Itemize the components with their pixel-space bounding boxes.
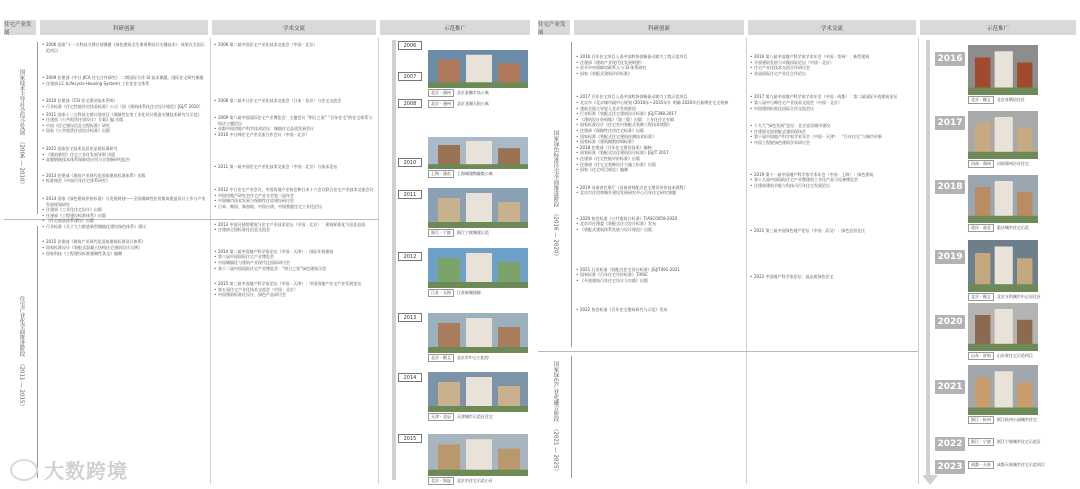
watermark-logo-icon [10, 459, 38, 481]
project-photo [968, 303, 1038, 351]
year-flag: 2019 [935, 250, 965, 264]
timeline-entry: • 国家《住宅项目规范》编制 [576, 167, 742, 173]
project-photo [968, 365, 1038, 415]
timeline-track [392, 40, 396, 480]
year-flag: 2016 [935, 52, 965, 66]
watermark [10, 455, 128, 484]
project-caption [428, 289, 481, 296]
timeline-entry: • 2015 第三届中国地产科学家论坛（中国 · 天津）：中国房地产住宅产业发展论坛 [214, 281, 374, 287]
watermark-text: 大数跨境 [44, 459, 128, 483]
timeline-entry: • 行业标准《住宅性能评定技术标准》公示（国《建筑体系化住宅设计规范》JGJ/T 2010） [42, 104, 206, 110]
timeline-entry: • 《建筑设计资料集》（第三版）出版：工业化住宅专辑 [576, 117, 742, 123]
timeline-entry: • 住建部《工业化住宅设计》出版 [42, 207, 206, 213]
timeline-entry: • 2014 第二届中国地产科学家论坛（中国 · 天津）：国际开放建筑 [214, 249, 374, 255]
project-caption [428, 89, 489, 96]
project-photo [428, 434, 528, 476]
timeline-entry: • 国家标准设计《住宅室内装配式装修工程技术规程》 [576, 122, 742, 128]
year-flag: 2023 [935, 460, 965, 474]
column-divider [210, 38, 211, 484]
project-location: 北京 · 通州 [428, 89, 454, 97]
project-photo [428, 137, 528, 169]
project-caption [968, 160, 1029, 167]
project-name: 北京金隅半岛公寓 [456, 89, 489, 95]
timeline-entry: • 住建部《住宅全装修设计与施工标准》出版 [576, 162, 742, 168]
project-location: 北京 · 顺义 [968, 293, 994, 301]
header-left-research: 科研创新 [40, 20, 208, 35]
year-flag: 2011 [398, 190, 422, 199]
timeline-entry: • 中国城镇化与建筑产业现代化国际研讨会 [214, 260, 374, 266]
project-photo [428, 248, 528, 288]
column-divider [378, 38, 379, 484]
stage-title: 国家技术主导社会综合发展 [18, 68, 25, 135]
timeline-entry: • 国家标准《装配式住宅建筑检测技术标准》 [576, 134, 742, 140]
right-research-column [576, 54, 742, 484]
timeline-entry: • 2019 第十一届中国地产科学家学术年会（中国 · 上海）：绿色建筑 [750, 172, 914, 178]
project-location: 重庆 · 渝北 [968, 224, 994, 232]
timeline-entry: • 2020 协会标准《公共建筑计标准》T/ASC0059-2020 [576, 216, 742, 222]
timeline-entry: • 2013 中国可持续建筑与住宅产业技术论坛（中国 · 北京）：建筑标准化与居住品质 [214, 222, 374, 228]
stage-years: （2016 — 2020） [552, 210, 559, 259]
timeline-entry: • 国家标准设计《装配式混凝土结构住宅建筑设计示例》 [42, 245, 206, 251]
timeline-entry: • 日本、韩国、新加坡、中国台湾，中国香港住宅工业化论坛 [214, 204, 374, 210]
timeline-entry: • 第五届住宅产业化技术交流会（中国 · 北京） [214, 287, 374, 293]
project-photo [968, 45, 1038, 95]
project-caption [968, 438, 1041, 445]
project-name: 山东省住宅示范项目 [996, 352, 1033, 358]
timeline-entry: • 国家《装配式建筑评价标准》 [576, 71, 742, 77]
project-name: 北京市中心公租房 [456, 354, 489, 360]
timeline-entry: • 2017 第九届中国地产科学家学术年会（中国 · 成都）：第二届国际开放建筑论坛 [750, 94, 914, 100]
year-flag: 2022 [935, 437, 965, 451]
year-flag: 2010 [398, 158, 422, 167]
header-right-stage: 住宅产业发展 [538, 20, 570, 35]
project-caption [428, 229, 489, 236]
timeline-entry: • 住建部《住宅性能评价标准》出版 [576, 156, 742, 162]
stage-years: （2006 — 2010） [18, 138, 25, 187]
project-photo [428, 372, 528, 412]
timeline-entry: • 2022 中国地产科学家论坛：高品质绿色住宅 [750, 274, 914, 280]
timeline-entry: • 2021 行业标准《装配式住宅设计标准》JGJ/T491-2021 [576, 267, 742, 273]
stage-bracket [37, 226, 38, 478]
timeline-entry: • 首开中央保障房联系人与 SI 体系研究 [576, 65, 742, 71]
timeline-entry: • 住建部《建筑产业现代化发展纲要》 [576, 60, 742, 66]
year-flag: 2015 [398, 434, 422, 443]
header-left-showcase: 示范推广 [380, 20, 530, 35]
timeline-entry: • 《住宅部品体系建设》出版 [42, 218, 206, 224]
timeline-entry: • 住建部建筑节能与科技司百年住宅发展论坛 [750, 183, 914, 189]
timeline-arrow-icon [922, 475, 938, 485]
year-flag: 2007 [398, 72, 422, 81]
timeline-entry: • 2006 第二届中国住宅产业化技术交流会（中国 · 北京） [214, 42, 374, 48]
timeline-entry: • 2019 河南省住建厅《河南省装配式住宅建设评价技术规程》 [576, 185, 742, 191]
project-name: 北京市住宅示范小区 [456, 477, 493, 483]
timeline-entry: • 第十九届中国国际住宅产业暨建筑工业化产品与设备博览会 [750, 177, 914, 183]
project-location: 北京 · 通州 [428, 100, 454, 108]
project-caption [428, 477, 493, 484]
timeline-entry: • 首届国际住宅产业化合作论坛 [750, 71, 914, 77]
timeline-entry: • 住建部全国装配式建筑现场会 [750, 129, 914, 135]
year-flag: 2008 [398, 99, 422, 108]
header-right-research: 科研创新 [574, 20, 744, 35]
project-caption [968, 224, 1029, 231]
project-caption [428, 413, 493, 420]
timeline-entry: • 住建部《保障性住房住宅标准》出版 [576, 128, 742, 134]
year-flag: 2017 [935, 116, 965, 130]
project-caption [428, 100, 489, 107]
stage-years: （2021 — 2025） [552, 425, 559, 474]
project-location: 浙江 · 杭州 [968, 416, 994, 424]
project-caption [968, 461, 1045, 468]
timeline-entry: • 第八届中国国际住宅产业博览会 [214, 254, 374, 260]
timeline-entry: • 行业标准《关于大力推进新型城镇化建设绿色体系》建议 [42, 224, 206, 230]
project-name: 北京龙湖天街公寓 [456, 100, 489, 106]
year-flag: 2012 [398, 252, 422, 261]
timeline-entry: • 国家标准《百年住宅评价标准》T/ASC [576, 272, 742, 278]
timeline-entry: • 国家科技《工程建设标准强制性条文》编制 [42, 251, 206, 257]
header-left-stage: 住宅产业发展 [4, 20, 36, 35]
timeline-entry: • 2012 中日住宅产业会议，中国房地产业协会和日本十六会议联合住宅产业技术交流会议 [214, 187, 374, 193]
column-divider [746, 38, 747, 484]
project-name: 浙江宁波城建示范 [456, 229, 489, 235]
project-location: 浙江 · 宁波 [428, 229, 454, 237]
stage-bracket [571, 42, 572, 347]
project-caption [968, 293, 1041, 300]
year-flag: 2006 [398, 41, 422, 50]
project-name: 北京首钢居住区 [996, 96, 1025, 102]
stage-label [540, 40, 570, 348]
stage-title: 国家绿色标准住宅全面推进阶段 [552, 129, 559, 207]
timeline-entry: • 2014 国家《绿色建筑评价标准》与发展规划——全国保障性住房集成建造设计工作与产业发展规划研究 [42, 196, 206, 207]
project-location: 浙江 · 宁波 [968, 438, 994, 446]
header-left-academic: 学术交流 [212, 20, 376, 35]
project-name: 河南郑州百年住宅 [996, 160, 1029, 166]
timeline-entry: • 2011 第一届中国住宅产业化技术交流会（中国 · 北京）与技术论坛 [214, 164, 374, 170]
timeline-entry: • 中国工程院绿色建筑学术研讨会 [750, 140, 914, 146]
timeline-entry: • 十九大“绿色发展”论坛：北京宜居城市建设 [750, 123, 914, 129]
year-flag: 2013 [398, 313, 422, 322]
timeline-entry: • 2010 住建部《CSI 住宅建设技术导则》 [42, 98, 206, 104]
timeline-entry: • 2013 住建部《建筑产业现代化国家建筑标准体系》出版 [42, 173, 206, 179]
timeline-entry: • 首都中国房地产科学技术论坛：城镇住宅品质发展会议 [214, 126, 374, 132]
stage-years: （2011 — 2015） [18, 360, 25, 409]
timeline-entry: • 2010 中日韩住宅产业交流合作会议（中国 · 北京） [214, 132, 374, 138]
timeline-entry: • 建筑全面主导进入北京发展阶段 [576, 106, 742, 112]
timeline-entry: • 2006 国家“十一五科技支撑计划课题《绿色建筑全生命周期设计关键技术》 成果在全国示范项目 [42, 42, 206, 53]
timeline-entry: • 国家标准《装配式居住建筑设计标准》JGJ/T 2017 [576, 150, 742, 156]
timeline-entry: • 2017 百年住宅项目入选中国科协创新驱动助力工程示范项目 [576, 94, 742, 100]
column-divider [918, 38, 919, 484]
timeline-entry: • 住建部 LC (Lifecycle Housing System) 工业化住宅体系 [42, 81, 206, 87]
project-location: 成都 · 天府 [968, 461, 994, 469]
project-location: 江苏 · 无锡 [428, 289, 454, 297]
timeline-entry: • 行业标准《装配式住宅建筑设计标准》JGJ/T398-2017 [576, 111, 742, 117]
left-research-column [42, 42, 206, 486]
project-name: 重庆城市住宅示范 [996, 224, 1029, 230]
timeline-entry: • 中国建筑标准化设计、绿色产品研讨会 [214, 292, 374, 298]
project-location: 北京 · 顺义 [968, 96, 994, 104]
timeline-entry: • 高强钢筋技术体系保障房应用与全装修研究报告 [42, 157, 206, 163]
timeline-entry: • 中国城市技术发展与保障性住房建设研讨会 [214, 198, 374, 204]
project-photo [428, 313, 528, 353]
project-caption [968, 96, 1025, 103]
timeline-entry: • 2016 第八届中国地产科学家学术年会（中国 · 常州）：新型建筑 [750, 54, 914, 60]
project-name: 成都天府城市住宅示范项目 [996, 461, 1045, 467]
project-location: 北京 · 海淀 [428, 477, 454, 485]
project-location: 天津 · 北辰 [428, 413, 454, 421]
timeline-entry: • 北京市住房和城乡建设发展研究中心百年住宅研究课题 [576, 190, 742, 196]
project-name: 北京万科城市中心居住区 [996, 293, 1041, 299]
stage-title: 住宅产业化全面推进阶段 [18, 296, 25, 357]
project-caption [428, 170, 493, 177]
project-photo [428, 188, 528, 228]
timeline-entry: • 北京市《北京城市副中心规划 (2016年—2035年)》明确 2020年后新增住宅全装修 [576, 100, 742, 106]
timeline-entry: • 2012 国家住宅技术及居住品质标准研究 [42, 146, 206, 152]
year-flag: 2020 [935, 315, 965, 329]
right-academic-column [750, 54, 914, 484]
project-caption [968, 416, 1037, 423]
project-name: 江苏新城保障 [456, 289, 481, 295]
project-photo [968, 240, 1038, 292]
stage-label [6, 225, 36, 480]
timeline-entry: • 标准规范《中国百年住宅体系研究》 [42, 178, 206, 184]
stage-bracket [37, 42, 38, 214]
project-location: 上海 · 浦东 [428, 170, 454, 178]
project-photo [428, 50, 528, 88]
timeline-entry: • 国家《公共租赁住房设计标准》出版 [42, 128, 206, 134]
timeline-entry: • 2021 第三届中国绿色地产论坛（中国 · 武汉）：绿色宜居住区 [750, 228, 914, 234]
left-academic-column [214, 42, 374, 486]
timeline-entry: • 第八届中日韩住宅产业技术交流会（中国 · 北京） [750, 100, 914, 106]
timeline-entry: • 2009 住建部《中日 JICA 住宅合作研究》 二期国际合作 SI 技术课题，国际住宅研究课题 [42, 75, 206, 81]
timeline-entry: • 2009 第六届中国国际住宅产业博览会：主题会议 “明日之家” “百年住宅”的住宅体系与构法主题论坛 [214, 115, 374, 126]
timeline-entry: • 第十届中国地产科学家学术年会（中国 · 天津）：“百年住宅”与城市更新 [750, 134, 914, 140]
timeline-entry: • 《装配式建筑体系发展与设计规范》出版 [576, 227, 742, 233]
timeline-entry: • 开放建筑发展与实践国际论坛（中国 · 北京） [750, 60, 914, 66]
timeline-entry: • 中国房地产研究会住宅产业分会第二届年会 [214, 193, 374, 199]
timeline-entry: • 2011 国家十二五科技支撑计划项目《保障性住房工业化设计建造关键技术研究与示范》 [42, 112, 206, 118]
stage-bracket [571, 356, 572, 478]
project-name: 上海城建梅陇集公寓 [456, 170, 493, 176]
year-flag: 2018 [935, 180, 965, 194]
timeline-entry: • 国家标准《建筑模数协调标准》 [576, 139, 742, 145]
timeline-entry: • 2008 第二届中日住宅产业化技术交流会（日本 · 东京）与住宅交流会 [214, 98, 374, 104]
project-caption [428, 354, 489, 361]
timeline-entry: • 2015 住建部《建筑产业现代化国家建筑标准设计体系》 [42, 239, 206, 245]
year-flag: 2014 [398, 373, 422, 382]
timeline-entry: • 《开放建筑百年住宅设计与实践》出版 [576, 278, 742, 284]
stage-label [6, 40, 36, 215]
project-name: 浙江杭州公园城市住宅 [996, 416, 1037, 422]
timeline-entry: • 中国《住宅建设信息全程标准》研究 [42, 123, 206, 129]
timeline-entry: • 2016 百年住宅项目入选中国科协创新驱动助力工程示范项目 [576, 54, 742, 60]
project-name: 天津城市示范区住宅 [456, 413, 493, 419]
timeline-entry: • 住建部《工程建设标准体系》出版 [42, 213, 206, 219]
timeline-entry: • 住宅产业化技术交流合作研讨会 [750, 65, 914, 71]
year-flag: 2021 [935, 380, 965, 394]
timeline-entry: • 第十二届中国国际住宅产业博览会：“明日之家”绿色建筑示范 [214, 266, 374, 272]
timeline-entry: • 北京市住建委《装配式住宅设计标准》发布 [576, 221, 742, 227]
stage-label [540, 355, 570, 480]
timeline-entry: • 中国建筑标准化国际合作交流会议 [750, 106, 914, 112]
project-photo [968, 175, 1038, 223]
project-name: 浙江宁波城市住宅示范区 [996, 438, 1041, 444]
stage-title: 国家绿色产业化融合阶段 [552, 361, 559, 422]
timeline-track [926, 40, 930, 476]
timeline-entry: • 2022 协会标准《百年住宅建筑研究与示范》发布 [576, 307, 742, 313]
timeline-entry: • 住建部《公共租赁住房设计》方案汇编 出版 [42, 117, 206, 123]
header-right-academic: 学术交流 [748, 20, 916, 35]
header-right-showcase: 示范推广 [920, 20, 1076, 35]
timeline-entry: • 2018 住建部《百年住宅建设技术》编制 [576, 145, 742, 151]
project-caption [968, 352, 1033, 359]
project-location: 山东 · 济南 [968, 352, 994, 360]
project-location: 河南 · 郑州 [968, 160, 994, 168]
project-location: 北京 · 顺义 [428, 354, 454, 362]
timeline-entry: • 住建部全国标准化信息交流会 [214, 227, 374, 233]
timeline-entry: • 《建筑新型》住宅工业化发展导则 出版 [42, 152, 206, 158]
project-photo [968, 111, 1038, 159]
